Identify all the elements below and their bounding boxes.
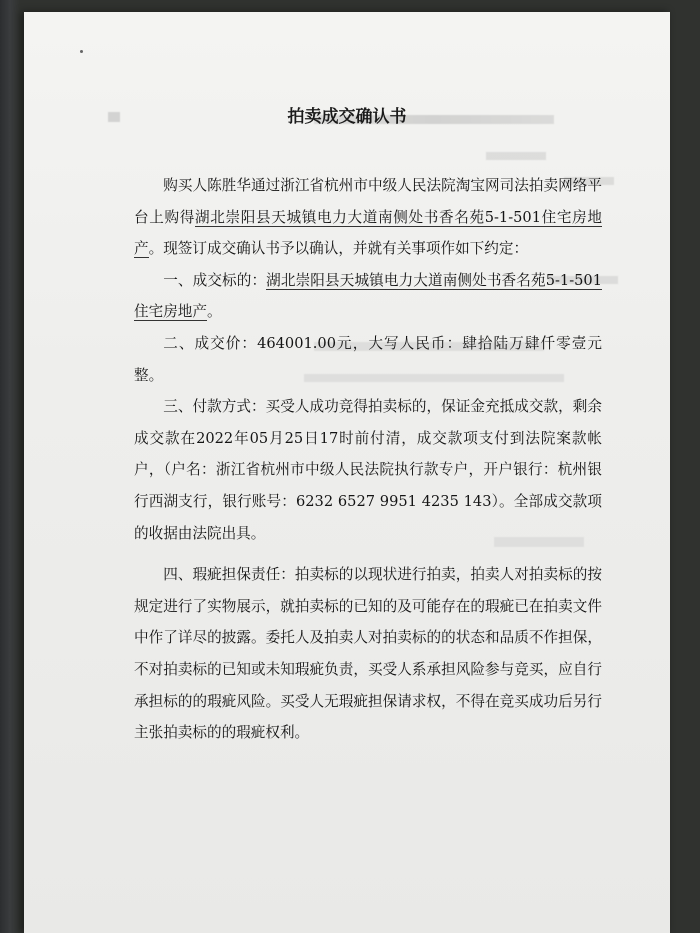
clause-1-property: 湖北崇阳县天城镇电力大道南侧处书香名苑5-1-501住宅房地产 [134, 271, 602, 321]
clause-3: 三、付款方式：买受人成功竞得拍卖标的，保证金充抵成交款，剩余成交款在2022年05月25日17时前付清，成交款项支付到法院案款帐户，（户名：浙江省杭州市中级人民法院执行款专户，开户银行：杭州银行西湖支行，银行账号：6232 6527 9951 4235 143）。全部成交款项的收据由法院出具。 [134, 398, 602, 542]
clause-1-label: 一、成交标的： [163, 271, 267, 289]
document-title: 拍卖成交确认书 [287, 107, 407, 127]
intro-text-end: 。现签订成交确认书予以确认，并就有关事项作如下约定： [148, 240, 529, 258]
intro-text: 购买人陈胜华通过浙江省杭州市中级人民法院淘宝网司法拍卖网络平台上购得 [134, 177, 602, 226]
bleed-through-mark [486, 152, 546, 160]
clause-1-end: 。 [206, 303, 222, 321]
speck [80, 50, 83, 53]
clause-4: 四、瑕疵担保责任：拍卖标的以现状进行拍卖，拍卖人对拍卖标的按规定进行了实物展示，就拍卖标的已知的及可能存在的瑕疵已在拍卖文件中作了详尽的披露。委托人及拍卖人对拍卖标的的状态和品质不作担保，不对拍卖标的已知或未知瑕疵负责，买受人系承担风险参与竞买，应自行承担标的的瑕疵风险。买受人无瑕疵担保请求权，不得在竞买成功后另行主张拍卖标的的瑕疵权利。 [134, 566, 602, 742]
document-body [134, 170, 602, 749]
document-page [24, 12, 670, 933]
intro-paragraph [134, 170, 602, 265]
property-name: 湖北崇阳县天城镇电力大道南侧处书香名苑5-1-501住宅房地产 [134, 208, 602, 258]
clause-1 [134, 265, 602, 328]
clause-2: 二、成交价：464001.00元，大写人民币：肆拾陆万肆仟零壹元整。 [134, 334, 602, 384]
